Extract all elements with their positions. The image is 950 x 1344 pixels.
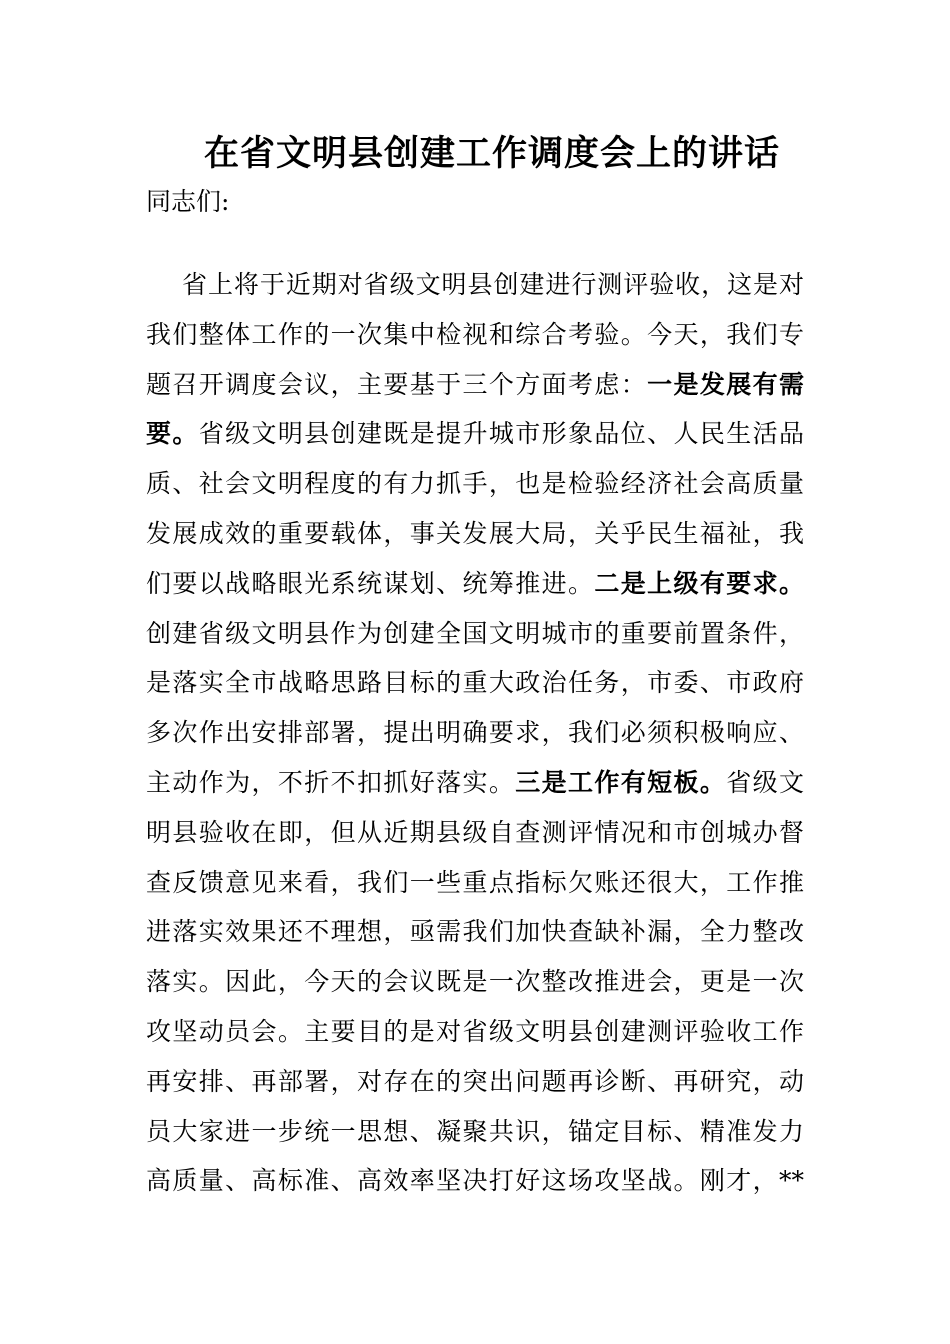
paragraph-line: [146, 1107, 804, 1157]
paragraph-line: [146, 1156, 804, 1206]
bold-point-one: 要。: [146, 419, 199, 449]
paragraph-line: [146, 310, 804, 360]
paragraph-line: [146, 459, 804, 509]
text: 查反馈意见来看，我们一些重点指标欠账还很大，工作推: [146, 867, 804, 897]
text: 省上将于近期对省级文明县创建进行测评验收，这是对: [182, 270, 804, 299]
paragraph-line: [146, 1007, 804, 1057]
paragraph-line: [146, 509, 804, 559]
text: 创建省级文明县作为创建全国文明城市的重要前置条件，: [146, 618, 804, 648]
bold-point-three: 三是工作有短板。: [515, 767, 727, 797]
text: 题召开调度会议，主要基于三个方面考虑：: [146, 369, 648, 399]
paragraph-line: [146, 957, 804, 1007]
paragraph-line: [146, 260, 804, 310]
text: 我们整体工作的一次集中检视和综合考验。今天，我们专: [146, 319, 804, 349]
text: 高质量、高标准、高效率坚决打好这场攻坚战。刚才，**: [146, 1166, 804, 1196]
text: 攻坚动员会。主要目的是对省级文明县创建测评验收工作: [146, 1016, 804, 1046]
paragraph-line: [146, 409, 804, 459]
text: 多次作出安排部署，提出明确要求，我们必须积极响应、: [146, 718, 804, 748]
text: 质、社会文明程度的有力抓手，也是检验经济社会高质量: [146, 469, 804, 499]
paragraph-line: [146, 907, 804, 957]
paragraph-line: [146, 609, 804, 659]
speech-paragraph: [146, 260, 804, 1206]
paragraph-line: [146, 658, 804, 708]
paragraph-line: [146, 808, 804, 858]
bold-point-two: 二是上级有要求。: [594, 568, 804, 598]
salutation: 同志们:: [146, 187, 230, 216]
text: 再安排、再部署，对存在的突出问题再诊断、再研究，动: [146, 1066, 804, 1096]
text: 省级文明县创建既是提升城市形象品位、人民生活品: [198, 419, 804, 449]
text: 落实。因此，今天的会议既是一次整改推进会，更是一次: [146, 967, 804, 997]
text: 进落实效果还不理想，亟需我们加快查缺补漏，全力整改: [146, 917, 804, 947]
paragraph-line: [146, 559, 804, 609]
paragraph-line: [146, 758, 804, 808]
paragraph-line: [146, 1057, 804, 1107]
text: 员大家进一步统一思想、凝聚共识，锚定目标、精准发力: [146, 1116, 804, 1146]
text: 发展成效的重要载体，事关发展大局，关乎民生福祉，我: [146, 518, 804, 548]
text: 明县验收在即，但从近期县级自查测评情况和市创城办督: [146, 817, 804, 847]
bold-point-one: 一是发展有需: [647, 369, 804, 399]
text: 省级文: [726, 767, 804, 797]
paragraph-line: [146, 858, 804, 908]
text: 们要以战略眼光系统谋划、统筹推进。: [146, 568, 595, 598]
document-title: 在省文明县创建工作调度会上的讲话: [203, 133, 780, 174]
paragraph-line: [146, 360, 804, 410]
paragraph-line: [146, 708, 804, 758]
text: 主动作为，不折不扣抓好落实。: [146, 767, 516, 797]
text: 是落实全市战略思路目标的重大政治任务，市委、市政府: [146, 668, 804, 698]
